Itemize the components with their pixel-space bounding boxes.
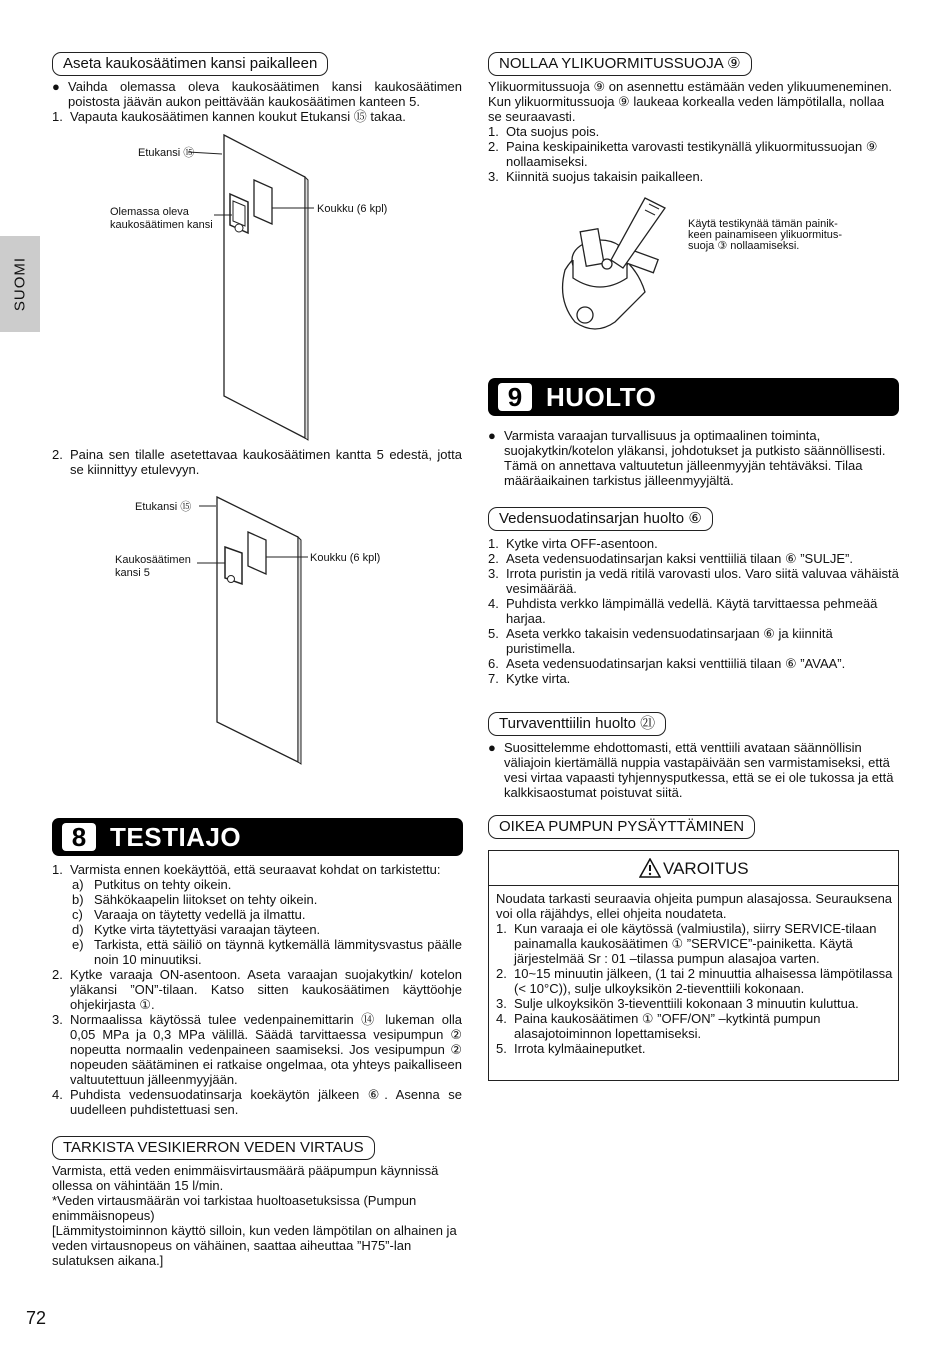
pumpdown-step-2: 10~15 minuutin jälkeen, (1 tai 2 minuuttia alhaisessa lämpötilassa (< 10°C)), sulje ulkoyksikön 2-tieventtiili kokonaan. xyxy=(514,966,893,996)
bullet-dot: ● xyxy=(488,740,496,755)
step-number: 2. xyxy=(488,551,499,566)
warning-header xyxy=(489,851,898,886)
step-number: 2. xyxy=(52,967,63,982)
huolto-text xyxy=(488,428,899,488)
reset-button xyxy=(602,259,612,269)
pumpdown-step-4: Paina kaukosäätimen ① ”OFF/ON” –kytkintä pumpun alasajotoiminnon lopettamiseksi. xyxy=(514,1011,821,1041)
warning-box xyxy=(488,850,899,1081)
figure-note-line2: keen painamiseen ylikuormitus- xyxy=(688,229,843,241)
testiajo-step-3: Normaalissa käytössä tulee vedenpainemittarin ⑭ lukeman olla 0,05 MPa ja 0,3 MPa välillä. Säädä tarvittaessa vesipumpun ② nopeutta normaalin vedenpaineen saamiseksi. Jos vesipumpun ② nopeuden säätäminen ei ratkaise ongelmaa, ota yhteys paikalliseen valtuutettuun jälleenmyyjään. xyxy=(70,1012,463,1087)
front-panel-shape xyxy=(224,135,305,438)
huolto-bullet-text: Varmista varaajan turvallisuus ja optimaalinen toiminta, suojakytkin/kotelon yläkansi, johdotukset ja putkisto säännöllisesti. Tämä on annettava valtuutetun jälleenmyyjän tehtäväksi. Tilaa määräaikainen tarkistus jälleenmyyjältä. xyxy=(504,428,886,488)
overload-text xyxy=(488,79,899,184)
testiajo-steps xyxy=(52,862,462,1117)
filter-steps xyxy=(488,536,899,686)
valve-section-title: Turvaventtiilin huolto ㉑ xyxy=(488,712,666,736)
flow-text xyxy=(52,1163,462,1268)
step-number: 2. xyxy=(496,966,507,981)
substep-letter: b) xyxy=(72,892,84,907)
step-number: 3. xyxy=(488,169,499,184)
step-number: 4. xyxy=(496,1011,507,1026)
figure-cover-install xyxy=(100,490,460,770)
label-cover-line2: kansi 5 xyxy=(115,567,150,579)
substep-letter: c) xyxy=(72,907,83,922)
step-number: 3. xyxy=(496,996,507,1011)
figure-note-line3: suoja ③ nollaamiseksi. xyxy=(688,240,800,252)
step-number: 5. xyxy=(496,1041,507,1056)
cover-hole xyxy=(228,576,235,583)
filter-step-4: Puhdista verkko lämpimällä vedellä. Käytä tarvittaessa pehmeää harjaa. xyxy=(506,596,878,626)
flow-section-title: TARKISTA VESIKIERRON VEDEN VIRTAUS xyxy=(52,1136,375,1160)
section-banner-testiajo xyxy=(52,818,463,856)
hook-area-shape xyxy=(248,532,266,574)
step-number: 1. xyxy=(496,921,507,936)
valve-bullet-text: Suosittelemme ehdottomasti, että venttiili avataan säännöllisin väliajoin kiertämällä nuppia vastapäivään sen varmistamiseksi, että vesi virtaa vapaasti tyhjennysputkessa, että se ei ole tukossa ja että kalkkisaostumat poistuvat siitä. xyxy=(504,740,894,800)
warning-intro: Noudata tarkasti seuraavia ohjeita pumpun alasajossa. Seurauksena voi olla räjähdys, ellei ohjeita noudateta. xyxy=(496,891,893,921)
step-number: 3. xyxy=(488,566,499,581)
warning-triangle-icon xyxy=(639,858,661,878)
label-existing-line2: kaukosäätimen kansi xyxy=(110,219,213,231)
step-number: 4. xyxy=(488,596,499,611)
page-number: 72 xyxy=(26,1308,47,1328)
step-number: 4. xyxy=(52,1087,63,1102)
overload-step-1: Ota suojus pois. xyxy=(506,124,600,139)
cover-step-2-block xyxy=(52,447,462,477)
step-number: 2. xyxy=(52,447,63,462)
cover-bullet-text: Vaihda olemassa oleva kaukosäätimen kansi kaukosäätimen poistosta jäävän aukon peittävään kaukosäätimen kanteen 5. xyxy=(68,79,462,109)
section-number: 8 xyxy=(62,823,96,851)
section-banner-huolto xyxy=(488,378,899,416)
step-number: 3. xyxy=(52,1012,63,1027)
pumpdown-step-3: Sulje ulkoyksikön 3-tieventtiili kokonaan 3 minuutin kuluttua. xyxy=(514,996,859,1011)
label-cover-line1: Kaukosäätimen xyxy=(115,554,191,566)
bullet-dot: ● xyxy=(488,428,496,443)
cover-section-title: Aseta kaukosäätimen kansi paikalleen xyxy=(52,52,328,76)
cover-hole xyxy=(235,224,243,232)
label-etukansi: Etukansi ⑮ xyxy=(138,147,195,159)
step-number: 5. xyxy=(488,626,499,641)
testiajo-step-2: Kytke varaaja ON-asentoon. Aseta varaajan suojakytkin/ kotelon yläkansi ”ON”-tilaan. Katso sitten kaukosäätimen käyttöohje ohjekirjasta ①. xyxy=(70,967,462,1012)
figure-overload-protector xyxy=(545,190,705,340)
section-title: TESTIAJO xyxy=(110,822,242,852)
pumpdown-section-title: OIKEA PUMPUN PYSÄYTTÄMINEN xyxy=(488,815,755,839)
filter-step-2: Aseta vedensuodatinsarjan kaksi venttiiliä tilaan ⑥ ”SULJE”. xyxy=(506,551,853,566)
label-hook-2: Koukku (6 kpl) xyxy=(310,552,381,564)
overload-step-2: Paina keskipainiketta varovasti testikynällä ylikuormitussuojan ⑨ nollaamiseksi. xyxy=(506,139,878,169)
step-number: 1. xyxy=(52,862,63,877)
language-tab-label: SUOMI xyxy=(11,256,29,312)
step-number: 2. xyxy=(488,139,499,154)
pumpdown-step-5: Irrota kylmäaineputket. xyxy=(514,1041,646,1056)
testiajo-check-a: Putkitus on tehty oikein. xyxy=(94,877,232,892)
substep-letter: e) xyxy=(72,937,84,952)
label-hook: Koukku (6 kpl) xyxy=(317,203,388,215)
cover-step-2: Paina sen tilalle asetettavaa kaukosäätimen kantta 5 edestä, jotta se kiinnittyy etulevyyn. xyxy=(70,447,462,477)
figure-cover-removal xyxy=(100,128,460,448)
step-number: 1. xyxy=(52,109,63,124)
cover-instructions xyxy=(52,79,462,124)
bullet-dot: ● xyxy=(52,79,60,94)
filter-step-5: Aseta verkko takaisin vedensuodatinsarjaan ⑥ ja kiinnitä puristimella. xyxy=(506,626,833,656)
step-number: 7. xyxy=(488,671,499,686)
step-number: 1. xyxy=(488,124,499,139)
valve-text xyxy=(488,740,899,800)
testiajo-check-b: Sähkökaapelin liitokset on tehty oikein. xyxy=(94,892,318,907)
overload-paragraph: Ylikuormitussuoja ⑨ on asennettu estämään veden ylikuumeneminen. Kun ylikuormitussuoja ⑨ laukeaa korkealla veden lämpötilalla, nollaa se seuraavasti. xyxy=(488,79,893,124)
figure-note-line1: Käytä testikynää tämän painik- xyxy=(688,218,838,230)
language-tab xyxy=(0,236,40,332)
filter-step-6: Aseta vedensuodatinsarjan kaksi venttiiliä tilaan ⑥ ”AVAA”. xyxy=(506,656,846,671)
step-number: 1. xyxy=(488,536,499,551)
overload-step-3: Kiinnitä suojus takaisin paikalleen. xyxy=(506,169,704,184)
pumpdown-step-1: Kun varaaja ei ole käytössä (valmiustila), siirry SERVICE-tilaan painamalla kaukosäätimen ① ”SERVICE”-painiketta. Käytä järjestelmää Sr : 01 –tilassa pumpun alasajoa varten. xyxy=(514,921,877,966)
substep-letter: a) xyxy=(72,877,84,892)
section-number: 9 xyxy=(498,383,532,411)
testiajo-check-c: Varaaja on täytetty vedellä ja ilmattu. xyxy=(94,907,306,922)
testiajo-check-e: Tarkista, että säiliö on täynnä kytkemällä lämmitysvastus päälle noin 10 minuutiksi. xyxy=(94,937,462,967)
substep-letter: d) xyxy=(72,922,84,937)
overload-section-title: NOLLAA YLIKUORMITUSSUOJA ⑨ xyxy=(488,52,752,76)
flow-paragraph-2: *Veden virtausmäärän voi tarkistaa huoltoasetuksissa (Pumpun enimmäisnopeus) xyxy=(52,1193,417,1223)
testiajo-step-1: Varmista ennen koekäyttöä, että seuraavat kohdat on tarkistettu: xyxy=(70,862,441,877)
flow-paragraph-1: Varmista, että veden enimmäisvirtausmäärä pääpumpun käynnissä ollessa on vähintään 15 l/min. xyxy=(52,1163,439,1193)
flow-paragraph-3: [Lämmitystoiminnon käyttö silloin, kun veden lämpötilan on alhainen ja veden virtausnopeus on vähäinen, saattaa aiheuttaa ”H75”-lan sulatuksen aikana.] xyxy=(52,1223,457,1268)
hook-area-shape xyxy=(254,180,272,224)
cover-step-1: Vapauta kaukosäätimen kannen koukut Etukansi ⑮ takaa. xyxy=(70,109,406,124)
warning-title: VAROITUS xyxy=(663,859,749,878)
filter-step-7: Kytke virta. xyxy=(506,671,571,686)
step-number: 6. xyxy=(488,656,499,671)
label-etukansi-2: Etukansi ⑮ xyxy=(135,501,192,513)
mount-hole xyxy=(577,307,593,323)
testiajo-check-d: Kytke virta täytettyäsi varaajan täyteen. xyxy=(94,922,321,937)
filter-step-3: Irrota puristin ja vedä ritilä varovasti ulos. Varo siitä valuvaa vähäistä vesimäärää. xyxy=(506,566,899,596)
label-existing-line1: Olemassa oleva xyxy=(110,206,189,218)
filter-step-1: Kytke virta OFF-asentoon. xyxy=(506,536,658,551)
warning-content xyxy=(496,891,893,1056)
section-title: HUOLTO xyxy=(546,382,657,412)
testiajo-step-4: Puhdista vedensuodatinsarja koekäytön jälkeen ⑥. Asenna se uudelleen puhdistettuasi sen. xyxy=(70,1087,462,1117)
filter-section-title: Vedensuodatinsarjan huolto ⑥ xyxy=(488,507,713,531)
